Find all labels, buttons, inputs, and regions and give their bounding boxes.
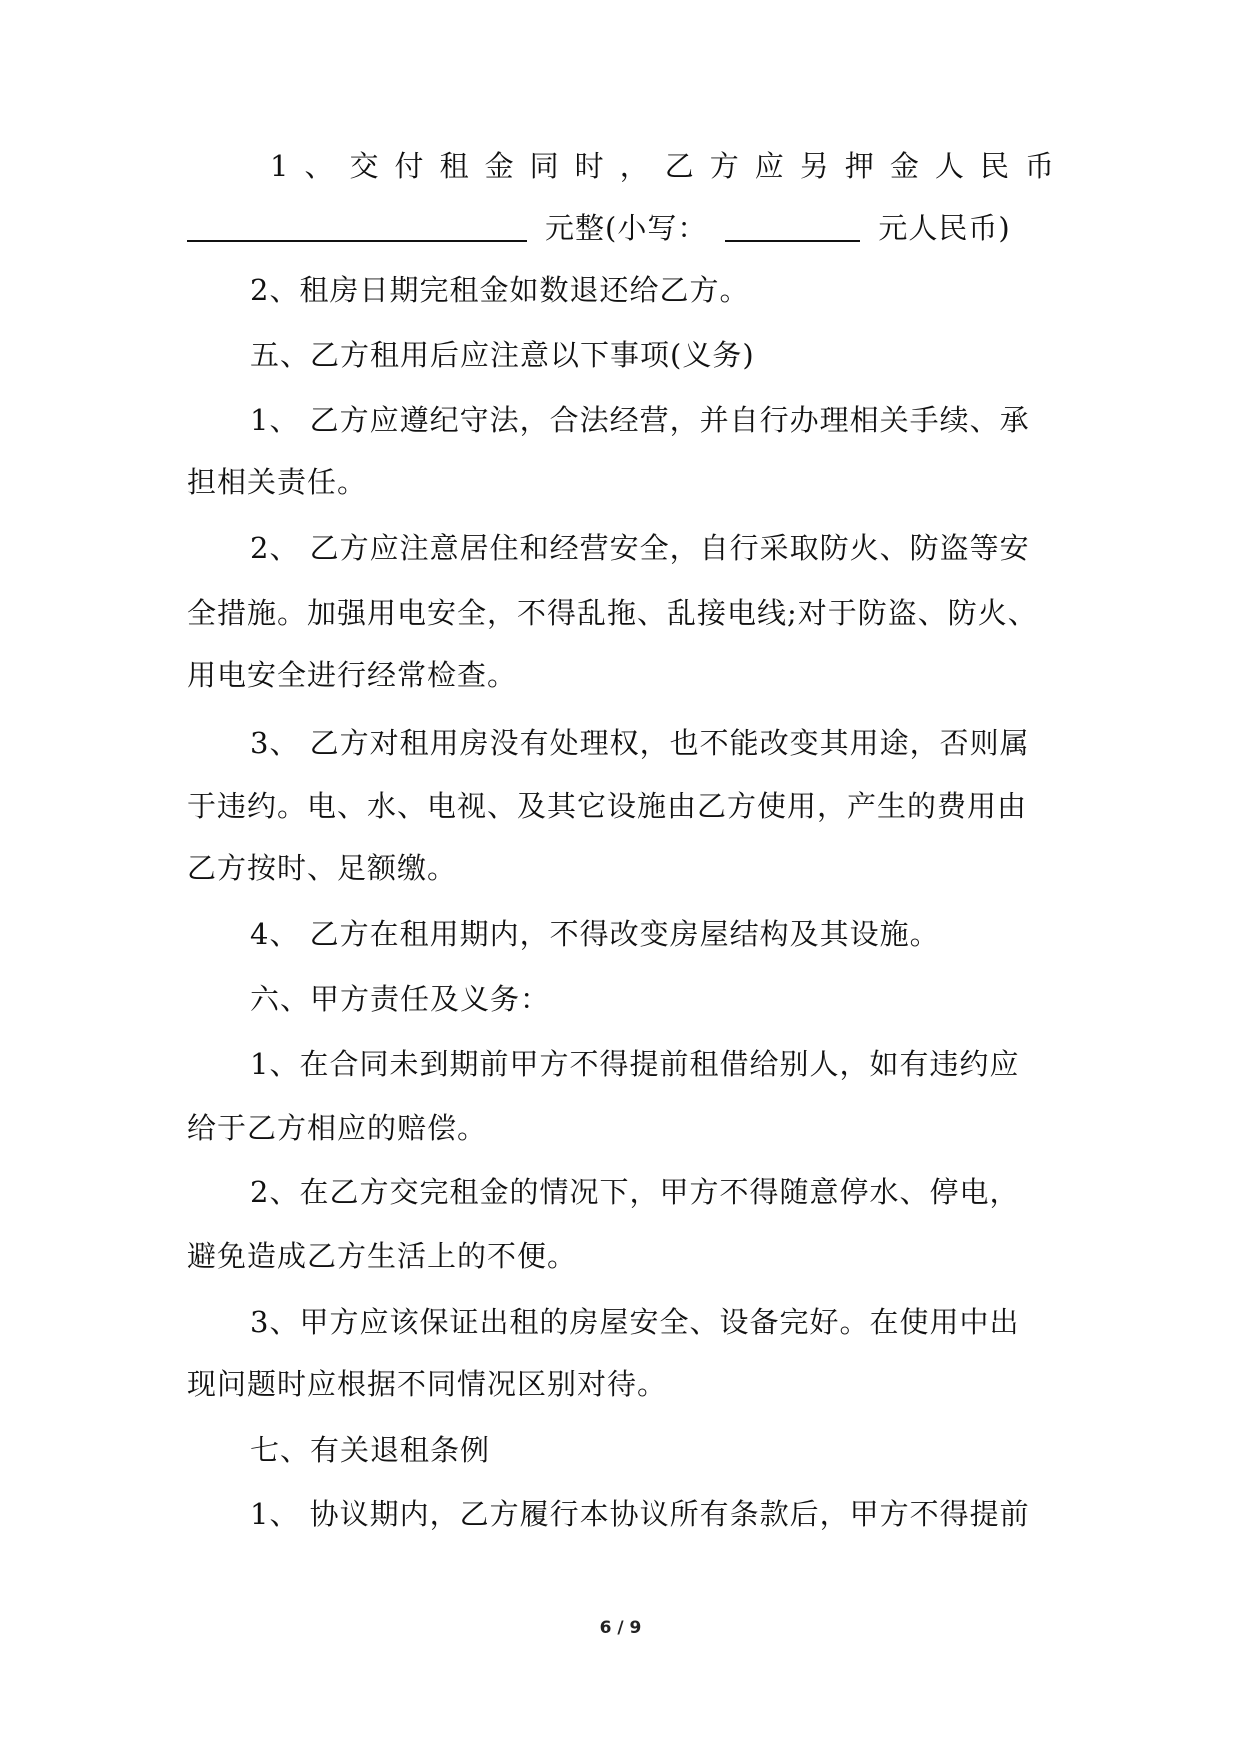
deposit-line-1 xyxy=(270,146,1055,186)
blank-amount-digits xyxy=(725,216,860,242)
char: 币 xyxy=(1024,149,1055,183)
paragraph-line: 1、 乙方应遵纪守法，合法经营，并自行办理相关手续、承 xyxy=(250,403,1030,437)
char: 时 xyxy=(574,149,605,183)
section-heading: 五、乙方租用后应注意以下事项(义务) xyxy=(250,338,755,372)
deposit-line-2 xyxy=(187,208,1057,248)
char: 、 xyxy=(304,149,335,183)
paragraph-line: 全措施。加强用电安全，不得乱拖、乱接电线;对于防盗、防火、 xyxy=(187,596,1038,630)
char: 同 xyxy=(529,149,560,183)
char: ， xyxy=(619,149,650,183)
char: 1 xyxy=(270,149,290,183)
char: 金 xyxy=(889,149,920,183)
text-yuan-zheng: 元整(小写： xyxy=(545,211,708,245)
paragraph-line: 2、租房日期完租金如数退还给乙方。 xyxy=(250,273,750,307)
text-yuan-rmb: 元人民币) xyxy=(878,211,1011,245)
paragraph-line: 避免造成乙方生活上的不便。 xyxy=(187,1239,578,1273)
paragraph-line: 用电安全进行经常检查。 xyxy=(187,658,518,692)
char: 交 xyxy=(349,149,380,183)
paragraph-line: 3、 乙方对租用房没有处理权，也不能改变其用途，否则属 xyxy=(250,726,1030,760)
paragraph-line: 1、在合同未到期前甲方不得提前租借给别人，如有违约应 xyxy=(250,1047,1020,1081)
char: 人 xyxy=(934,149,965,183)
paragraph-line: 担相关责任。 xyxy=(187,465,368,499)
char: 乙 xyxy=(664,149,695,183)
paragraph-line: 现问题时应根据不同情况区别对待。 xyxy=(187,1367,668,1401)
page-number: 6 / 9 xyxy=(599,1618,642,1638)
paragraph-line: 1、 协议期内，乙方履行本协议所有条款后，甲方不得提前 xyxy=(250,1497,1030,1531)
char: 押 xyxy=(844,149,875,183)
char: 方 xyxy=(709,149,740,183)
paragraph-line: 4、 乙方在租用期内，不得改变房屋结构及其设施。 xyxy=(250,917,940,951)
paragraph-line: 于违约。电、水、电视、及其它设施由乙方使用，产生的费用由 xyxy=(187,789,1028,823)
char: 付 xyxy=(394,149,425,183)
char: 应 xyxy=(754,149,785,183)
paragraph-line: 2、在乙方交完租金的情况下，甲方不得随意停水、停电， xyxy=(250,1175,1020,1209)
paragraph-line: 2、 乙方应注意居住和经营安全，自行采取防火、防盗等安 xyxy=(250,531,1030,565)
section-heading: 六、甲方责任及义务： xyxy=(250,982,551,1016)
char: 另 xyxy=(799,149,830,183)
paragraph-line: 给于乙方相应的赔偿。 xyxy=(187,1111,488,1145)
blank-amount-words xyxy=(187,216,527,242)
char: 民 xyxy=(979,149,1010,183)
char: 金 xyxy=(484,149,515,183)
char: 租 xyxy=(439,149,470,183)
paragraph-line: 3、甲方应该保证出租的房屋安全、设备完好。在使用中出 xyxy=(250,1305,1020,1339)
section-heading: 七、有关退租条例 xyxy=(250,1433,491,1467)
paragraph-line: 乙方按时、足额缴。 xyxy=(187,851,458,885)
